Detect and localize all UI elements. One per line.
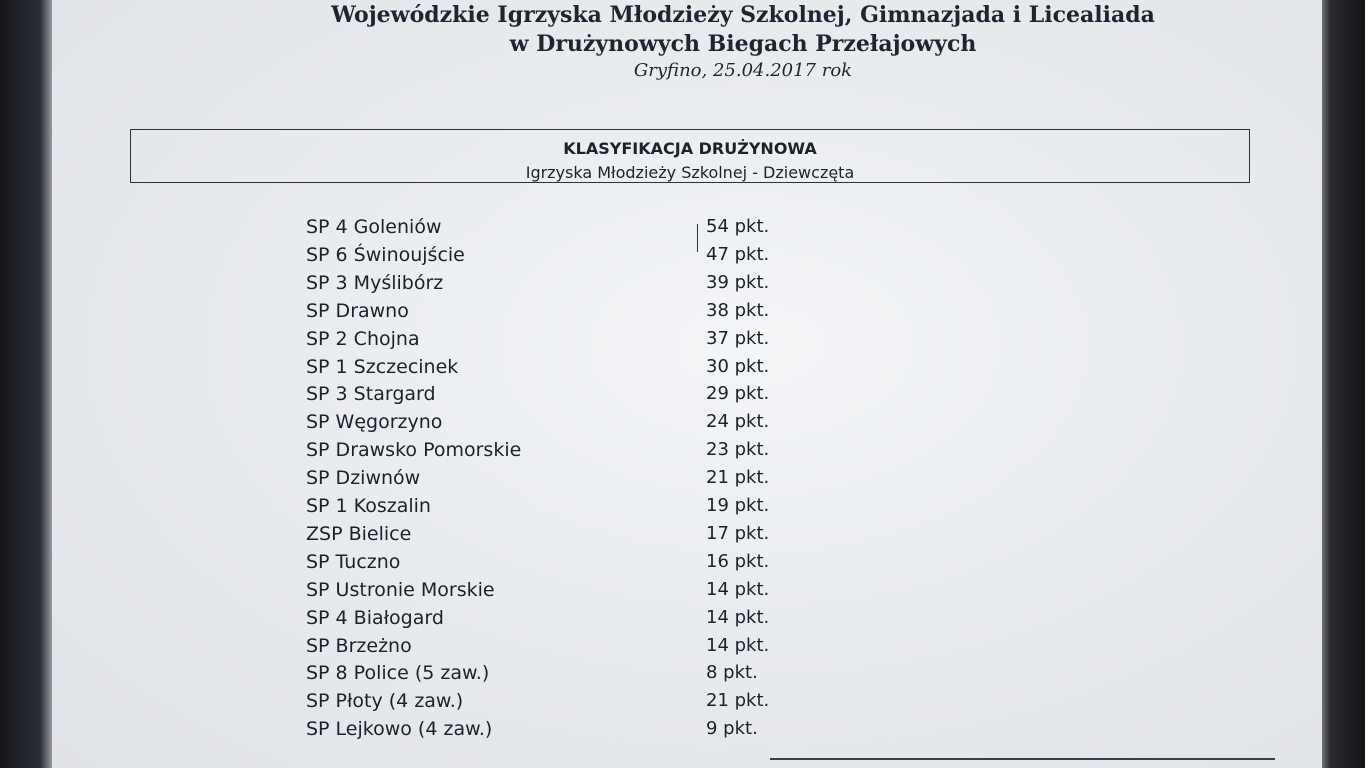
divider <box>770 758 1275 760</box>
result-row <box>0 216 1000 244</box>
result-team: SP 2 Chojna <box>306 327 420 350</box>
result-row <box>0 690 1000 718</box>
result-row <box>0 662 1000 690</box>
result-points: 38 pkt. <box>706 299 770 321</box>
result-team: SP Dziwnów <box>306 467 421 490</box>
result-team: SP 1 Koszalin <box>306 495 431 517</box>
classification-box <box>130 129 1250 183</box>
document-place-date: Gryfino, 25.04.2017 rok <box>633 60 853 81</box>
classification-title: KLASYFIKACJA DRUŻYNOWA <box>563 139 817 158</box>
result-points: 14 pkt. <box>706 578 770 600</box>
result-points: 17 pkt. <box>706 522 770 544</box>
result-row <box>0 635 1000 663</box>
result-row <box>0 523 1000 551</box>
result-row <box>0 356 1000 384</box>
result-points: 14 pkt. <box>706 606 770 628</box>
result-team: SP Drawsko Pomorskie <box>306 439 522 462</box>
document-subtitle: w Drużynowych Biegach Przełajowych <box>509 31 977 57</box>
result-row <box>0 300 1000 328</box>
result-points: 21 pkt. <box>706 690 770 712</box>
result-points: 29 pkt. <box>706 383 770 405</box>
result-row <box>0 607 1000 635</box>
result-row <box>0 495 1000 523</box>
result-team: SP 3 Stargard <box>306 383 436 406</box>
result-team: SP 4 Białogard <box>306 606 444 629</box>
result-row <box>0 439 1000 467</box>
result-points: 54 pkt. <box>706 216 770 237</box>
result-row <box>0 328 1000 356</box>
result-row <box>0 551 1000 579</box>
result-row <box>0 411 1000 439</box>
result-points: 8 pkt. <box>706 662 758 684</box>
result-points: 24 pkt. <box>706 411 770 433</box>
result-points: 9 pkt. <box>706 718 758 740</box>
result-points: 23 pkt. <box>706 439 770 461</box>
result-team: ZSP Bielice <box>306 522 412 545</box>
result-points: 14 pkt. <box>706 634 770 656</box>
result-team: SP Tuczno <box>306 550 401 573</box>
result-team: SP 1 Szczecinek <box>306 355 459 378</box>
result-points: 30 pkt. <box>706 355 770 377</box>
result-row <box>0 718 1000 746</box>
result-team: SP Drawno <box>306 299 409 322</box>
result-team: SP Lejkowo (4 zaw.) <box>306 718 493 741</box>
result-team: SP Ustronie Morskie <box>306 578 495 601</box>
result-points: 47 pkt. <box>706 243 770 265</box>
text-cursor-icon <box>697 224 702 252</box>
result-team: SP 8 Police (5 zaw.) <box>306 662 490 685</box>
result-team: SP Brzeżno <box>306 634 412 657</box>
result-team: SP 4 Goleniów <box>306 216 442 238</box>
result-team: SP Płoty (4 zaw.) <box>306 690 464 713</box>
result-team: SP Węgorzyno <box>306 411 443 434</box>
result-team: SP 3 Myślibórz <box>306 271 444 294</box>
document-title: Wojewódzkie Igrzyska Młodzieży Szkolnej, Gimnazjada i Licealiada <box>331 2 1155 28</box>
result-points: 21 pkt. <box>706 467 770 489</box>
result-team: SP 6 Świnoujście <box>306 243 465 266</box>
result-row <box>0 383 1000 411</box>
result-points: 37 pkt. <box>706 327 770 349</box>
result-row <box>0 272 1000 300</box>
result-row <box>0 244 1000 272</box>
result-points: 16 pkt. <box>706 550 770 572</box>
classification-subtitle: Igrzyska Młodzieży Szkolnej - Dziewczęta <box>525 163 855 182</box>
result-points: 39 pkt. <box>706 271 770 293</box>
result-row <box>0 579 1000 607</box>
result-row <box>0 467 1000 495</box>
result-points: 19 pkt. <box>706 495 770 516</box>
